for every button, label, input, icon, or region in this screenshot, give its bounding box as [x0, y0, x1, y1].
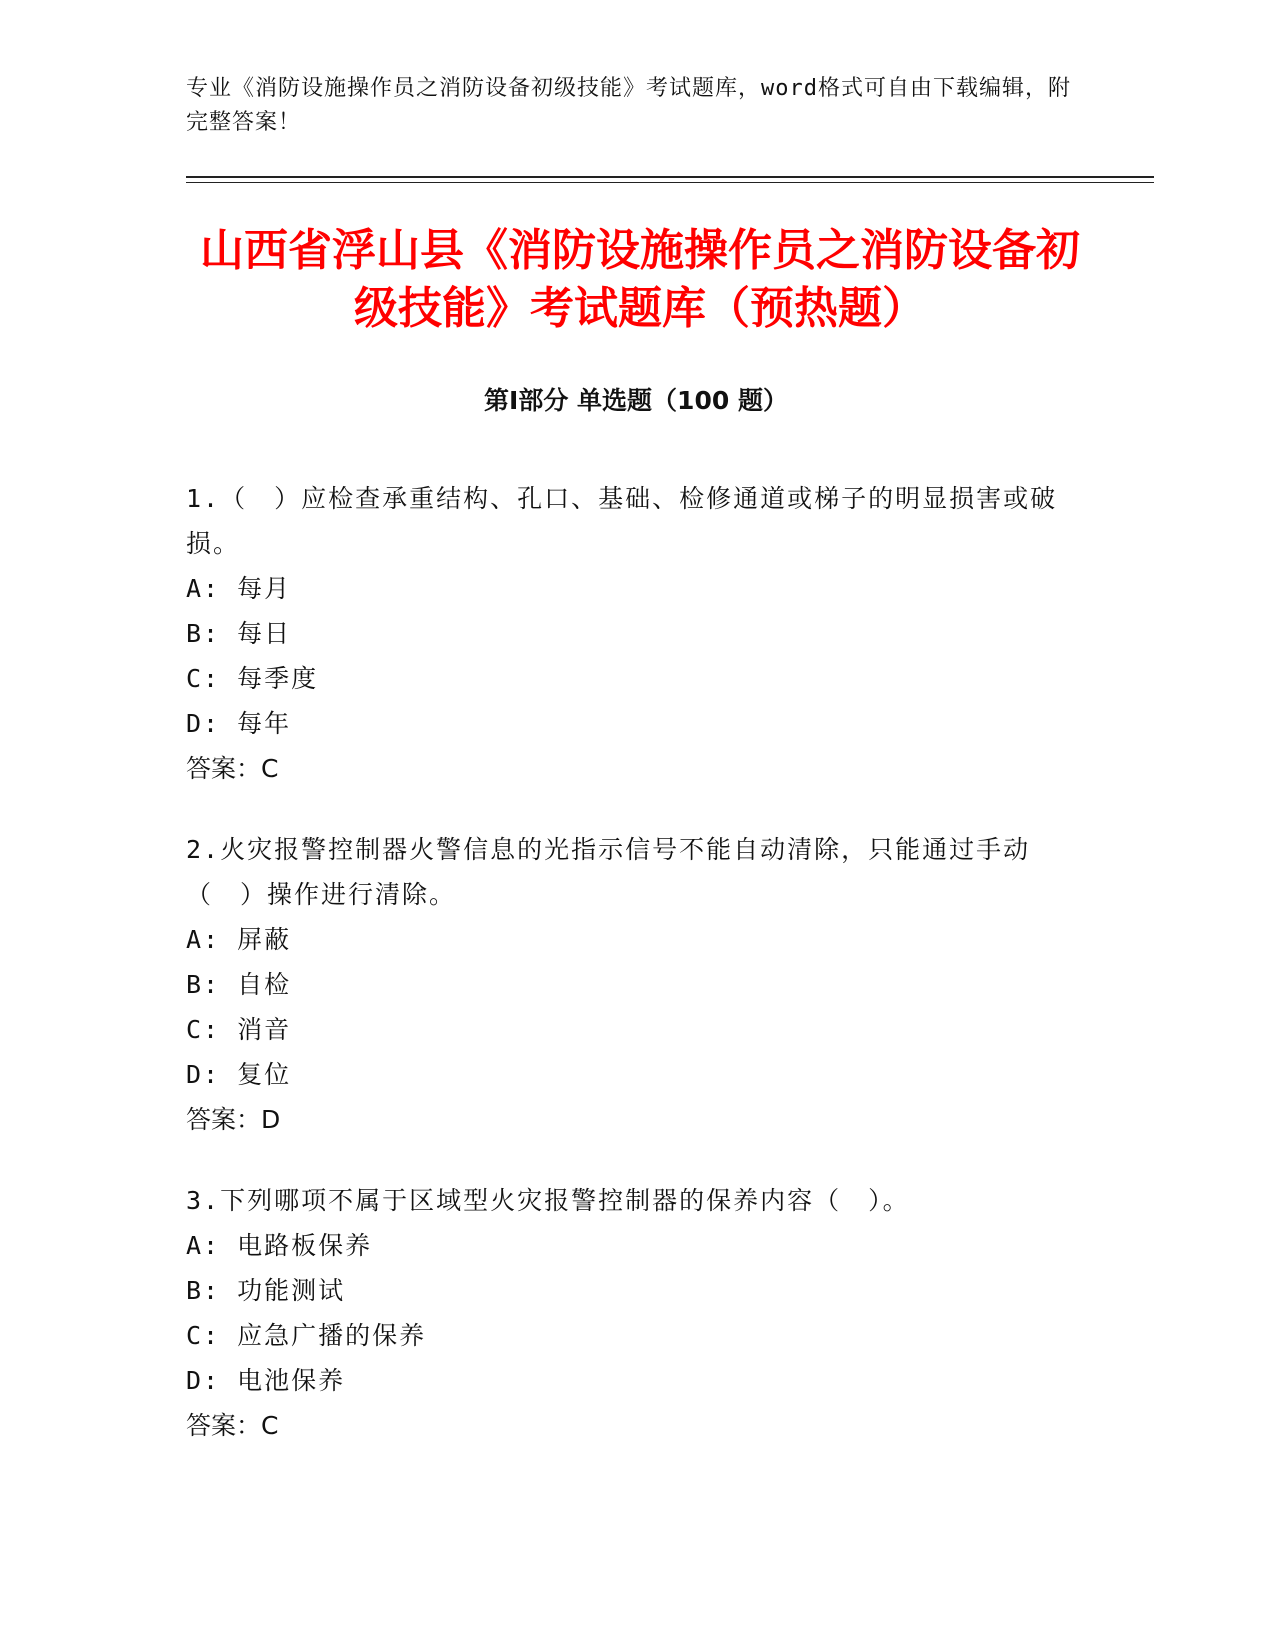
- option-b: B: 自检: [186, 970, 292, 999]
- option-c: C: 每季度: [186, 664, 319, 693]
- question-1: [186, 476, 1066, 791]
- option-d: D: 每年: [186, 709, 292, 738]
- option-b: B: 功能测试: [186, 1276, 346, 1305]
- header-divider-thin: [186, 182, 1154, 183]
- question-stem: 3.下列哪项不属于区域型火灾报警控制器的保养内容（ ）。: [186, 1186, 910, 1215]
- option-a: A: 屏蔽: [186, 925, 292, 954]
- option-a: A: 每月: [186, 574, 292, 603]
- option-c: C: 消音: [186, 1015, 292, 1044]
- header-note: 专业《消防设施操作员之消防设备初级技能》考试题库，word格式可自由下载编辑，附完整答案！: [186, 76, 1071, 135]
- option-c: C: 应急广播的保养: [186, 1321, 427, 1350]
- question-2: [186, 827, 1066, 1142]
- question-answer: 答案：D: [186, 1105, 281, 1134]
- question-stem: 1.（ ）应检查承重结构、孔口、基础、检修通道或梯子的明显损害或破损。: [186, 484, 1058, 558]
- option-d: D: 复位: [186, 1060, 292, 1089]
- option-d: D: 电池保养: [186, 1366, 346, 1395]
- question-stem: 2.火灾报警控制器火警信息的光指示信号不能自动清除，只能通过手动（ ）操作进行清除。: [186, 835, 1031, 909]
- question-list: [186, 476, 1066, 1484]
- question-answer: 答案：C: [186, 754, 279, 783]
- header-divider-thick: [186, 176, 1154, 178]
- option-b: B: 每日: [186, 619, 292, 648]
- option-a: A: 电路板保养: [186, 1231, 373, 1260]
- question-answer: 答案：C: [186, 1411, 279, 1440]
- section-heading: 第Ⅰ部分 单选题（100 题）: [484, 386, 788, 415]
- document-title: 山西省浮山县《消防设施操作员之消防设备初级技能》考试题库（预热题）: [200, 225, 1080, 334]
- question-3: [186, 1178, 1066, 1448]
